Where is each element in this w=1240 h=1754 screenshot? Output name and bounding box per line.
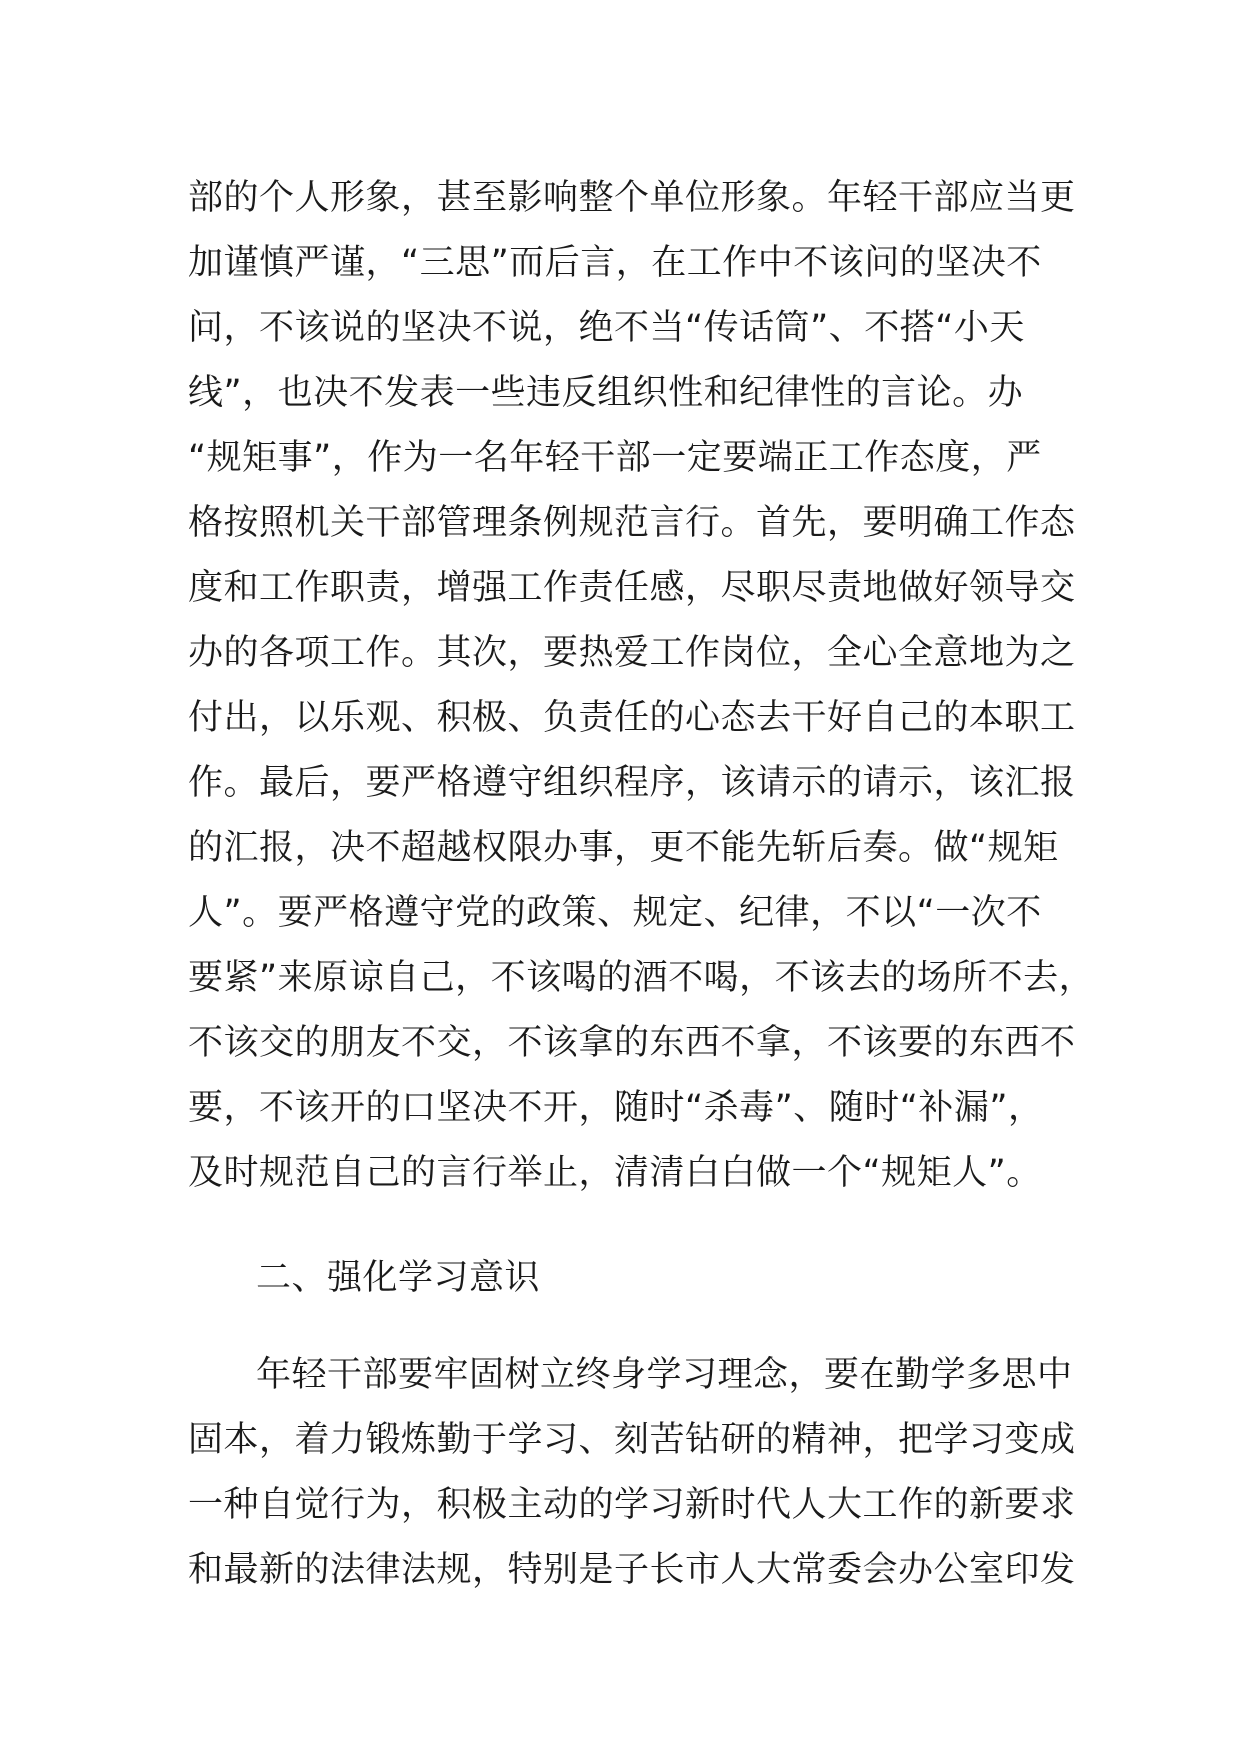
- text-line: 不该交的朋友不交，不该拿的东西不拿，不该要的东西不: [188, 1023, 1076, 1063]
- text-line: 格按照机关干部管理条例规范言行。首先，要明确工作态: [188, 503, 1076, 543]
- text-line: 问，不该说的坚决不说，绝不当“传话筒”、不搭“小天: [188, 308, 1025, 348]
- text-line: 要紧”来原谅自己，不该喝的酒不喝，不该去的场所不去，: [188, 958, 1095, 998]
- text-line: 度和工作职责，增强工作责任感，尽职尽责地做好领导交: [188, 568, 1076, 608]
- text-line: 的汇报，决不超越权限办事，更不能先斩后奏。做“规矩: [188, 828, 1059, 868]
- heading-text: 二、强化学习意识: [256, 1258, 541, 1298]
- text-line: 和最新的法律法规，特别是子长市人大常委会办公室印发: [188, 1550, 1076, 1590]
- text-line: 线”，也决不发表一些违反组织性和纪律性的言论。办: [188, 373, 1024, 413]
- text-line: 固本，着力锻炼勤于学习、刻苦钻研的精神，把学习变成: [188, 1420, 1076, 1460]
- text-line: 一种自觉行为，积极主动的学习新时代人大工作的新要求: [188, 1485, 1076, 1525]
- text-line: 办的各项工作。其次，要热爱工作岗位，全心全意地为之: [188, 633, 1076, 673]
- text-line: 及时规范自己的言行举止，清清白白做一个“规矩人”。: [188, 1153, 1042, 1193]
- paragraph-rules-conduct: [188, 166, 1095, 1206]
- section-heading: [188, 1246, 1068, 1311]
- text-line: 作。最后，要严格遵守组织程序，该请示的请示，该汇报: [188, 763, 1076, 803]
- text-line: 年轻干部要牢固树立终身学习理念，要在勤学多思中: [256, 1355, 1073, 1395]
- paragraph-learning: [188, 1343, 1076, 1603]
- text-line: 加谨慎严谨，“三思”而后言，在工作中不该问的坚决不: [188, 243, 1042, 283]
- text-line: 要，不该开的口坚决不开，随时“杀毒”、随时“补漏”，: [188, 1088, 1044, 1128]
- text-line: 部的个人形象，甚至影响整个单位形象。年轻干部应当更: [188, 178, 1076, 218]
- text-line: “规矩事”，作为一名年轻干部一定要端正工作态度，严: [188, 438, 1042, 478]
- text-line: 人”。要严格遵守党的政策、规定、纪律，不以“一次不: [188, 893, 1042, 933]
- text-line: 付出，以乐观、积极、负责任的心态去干好自己的本职工: [188, 698, 1076, 738]
